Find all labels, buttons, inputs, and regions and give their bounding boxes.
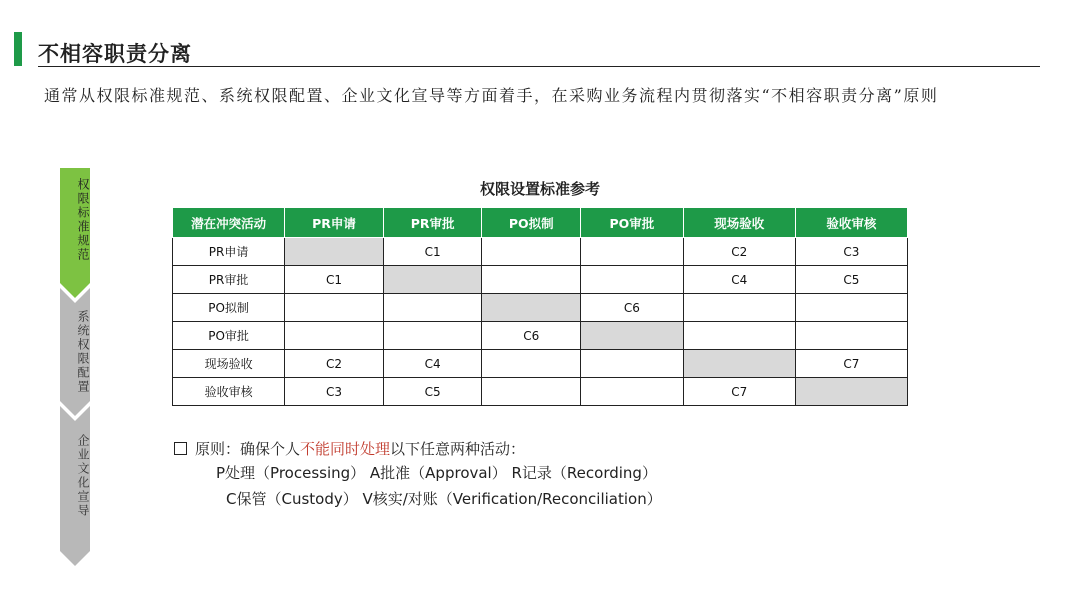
diagonal-cell — [383, 266, 482, 294]
row-header: PR申请 — [173, 238, 285, 266]
matrix-cell — [383, 294, 482, 322]
row-header: 验收审核 — [173, 378, 285, 406]
matrix-body — [173, 238, 908, 406]
matrix-cell — [581, 350, 684, 378]
matrix-cell: C6 — [581, 294, 684, 322]
principle-detail-1: P处理（Processing） A批准（Approval） R记录（Recording） — [216, 464, 657, 482]
matrix-cell: C2 — [683, 238, 795, 266]
table-row — [173, 322, 908, 350]
matrix-cell — [482, 350, 581, 378]
title-underline — [38, 66, 1040, 67]
matrix-cell — [482, 238, 581, 266]
principle-detail-2: C保管（Custody） V核实/对账（Verification/Reconciliation） — [226, 490, 662, 508]
principle-highlight: 不能同时处理 — [300, 440, 391, 458]
matrix-cell — [285, 322, 384, 350]
row-header: PO审批 — [173, 322, 285, 350]
matrix-cell: C7 — [795, 350, 907, 378]
matrix-cell — [581, 238, 684, 266]
column-header: PO审批 — [581, 208, 684, 238]
column-header: PO拟制 — [482, 208, 581, 238]
matrix-cell: C4 — [683, 266, 795, 294]
checkbox-icon — [174, 442, 187, 455]
principle-prefix: 原则：确保个人 — [195, 440, 301, 458]
table-row — [173, 350, 908, 378]
table-row — [173, 266, 908, 294]
step-label: 系统权限配置 — [76, 310, 90, 394]
header-row — [173, 208, 908, 238]
matrix-cell: C1 — [383, 238, 482, 266]
row-header: PR审批 — [173, 266, 285, 294]
column-header: PR审批 — [383, 208, 482, 238]
matrix-cell: C3 — [795, 238, 907, 266]
diagonal-cell — [795, 378, 907, 406]
intro-text: 通常从权限标准规范、系统权限配置、企业文化宣导等方面着手，在采购业务流程内贯彻落实“不相容职责分离”原则 — [44, 86, 939, 105]
column-header: PR申请 — [285, 208, 384, 238]
table-row — [173, 238, 908, 266]
column-header: 验收审核 — [795, 208, 907, 238]
table-row — [173, 294, 908, 322]
matrix-cell: C3 — [285, 378, 384, 406]
title-accent-bar — [14, 32, 22, 66]
matrix-cell: C1 — [285, 266, 384, 294]
diagonal-cell — [581, 322, 684, 350]
step-label: 权限标准规范 — [76, 178, 90, 262]
matrix-cell: C5 — [383, 378, 482, 406]
step-culture — [60, 406, 90, 566]
row-header: PO拟制 — [173, 294, 285, 322]
column-header: 现场验收 — [683, 208, 795, 238]
matrix-cell: C4 — [383, 350, 482, 378]
step-label: 企业文化宣导 — [76, 434, 90, 518]
table-row — [173, 378, 908, 406]
diagonal-cell — [482, 294, 581, 322]
matrix-cell — [383, 322, 482, 350]
matrix-cell — [683, 322, 795, 350]
matrix-cell: C2 — [285, 350, 384, 378]
table-title: 权限设置标准参考 — [479, 180, 600, 198]
matrix-cell — [482, 378, 581, 406]
matrix-cell — [795, 322, 907, 350]
matrix-cell — [795, 294, 907, 322]
diagonal-cell — [683, 350, 795, 378]
column-header: 潜在冲突活动 — [173, 208, 285, 238]
principle-line — [174, 436, 525, 462]
matrix-cell: C6 — [482, 322, 581, 350]
matrix-cell — [482, 266, 581, 294]
matrix-cell — [581, 266, 684, 294]
permission-matrix — [172, 207, 908, 406]
step-system — [60, 288, 90, 416]
row-header: 现场验收 — [173, 350, 285, 378]
step-standard — [60, 168, 90, 298]
diagonal-cell — [285, 238, 384, 266]
principle-suffix: 以下任意两种活动： — [390, 440, 526, 458]
matrix-cell — [581, 378, 684, 406]
matrix-cell — [285, 294, 384, 322]
matrix-cell: C7 — [683, 378, 795, 406]
matrix-cell — [683, 294, 795, 322]
page-title: 不相容职责分离 — [38, 42, 192, 66]
matrix-cell: C5 — [795, 266, 907, 294]
